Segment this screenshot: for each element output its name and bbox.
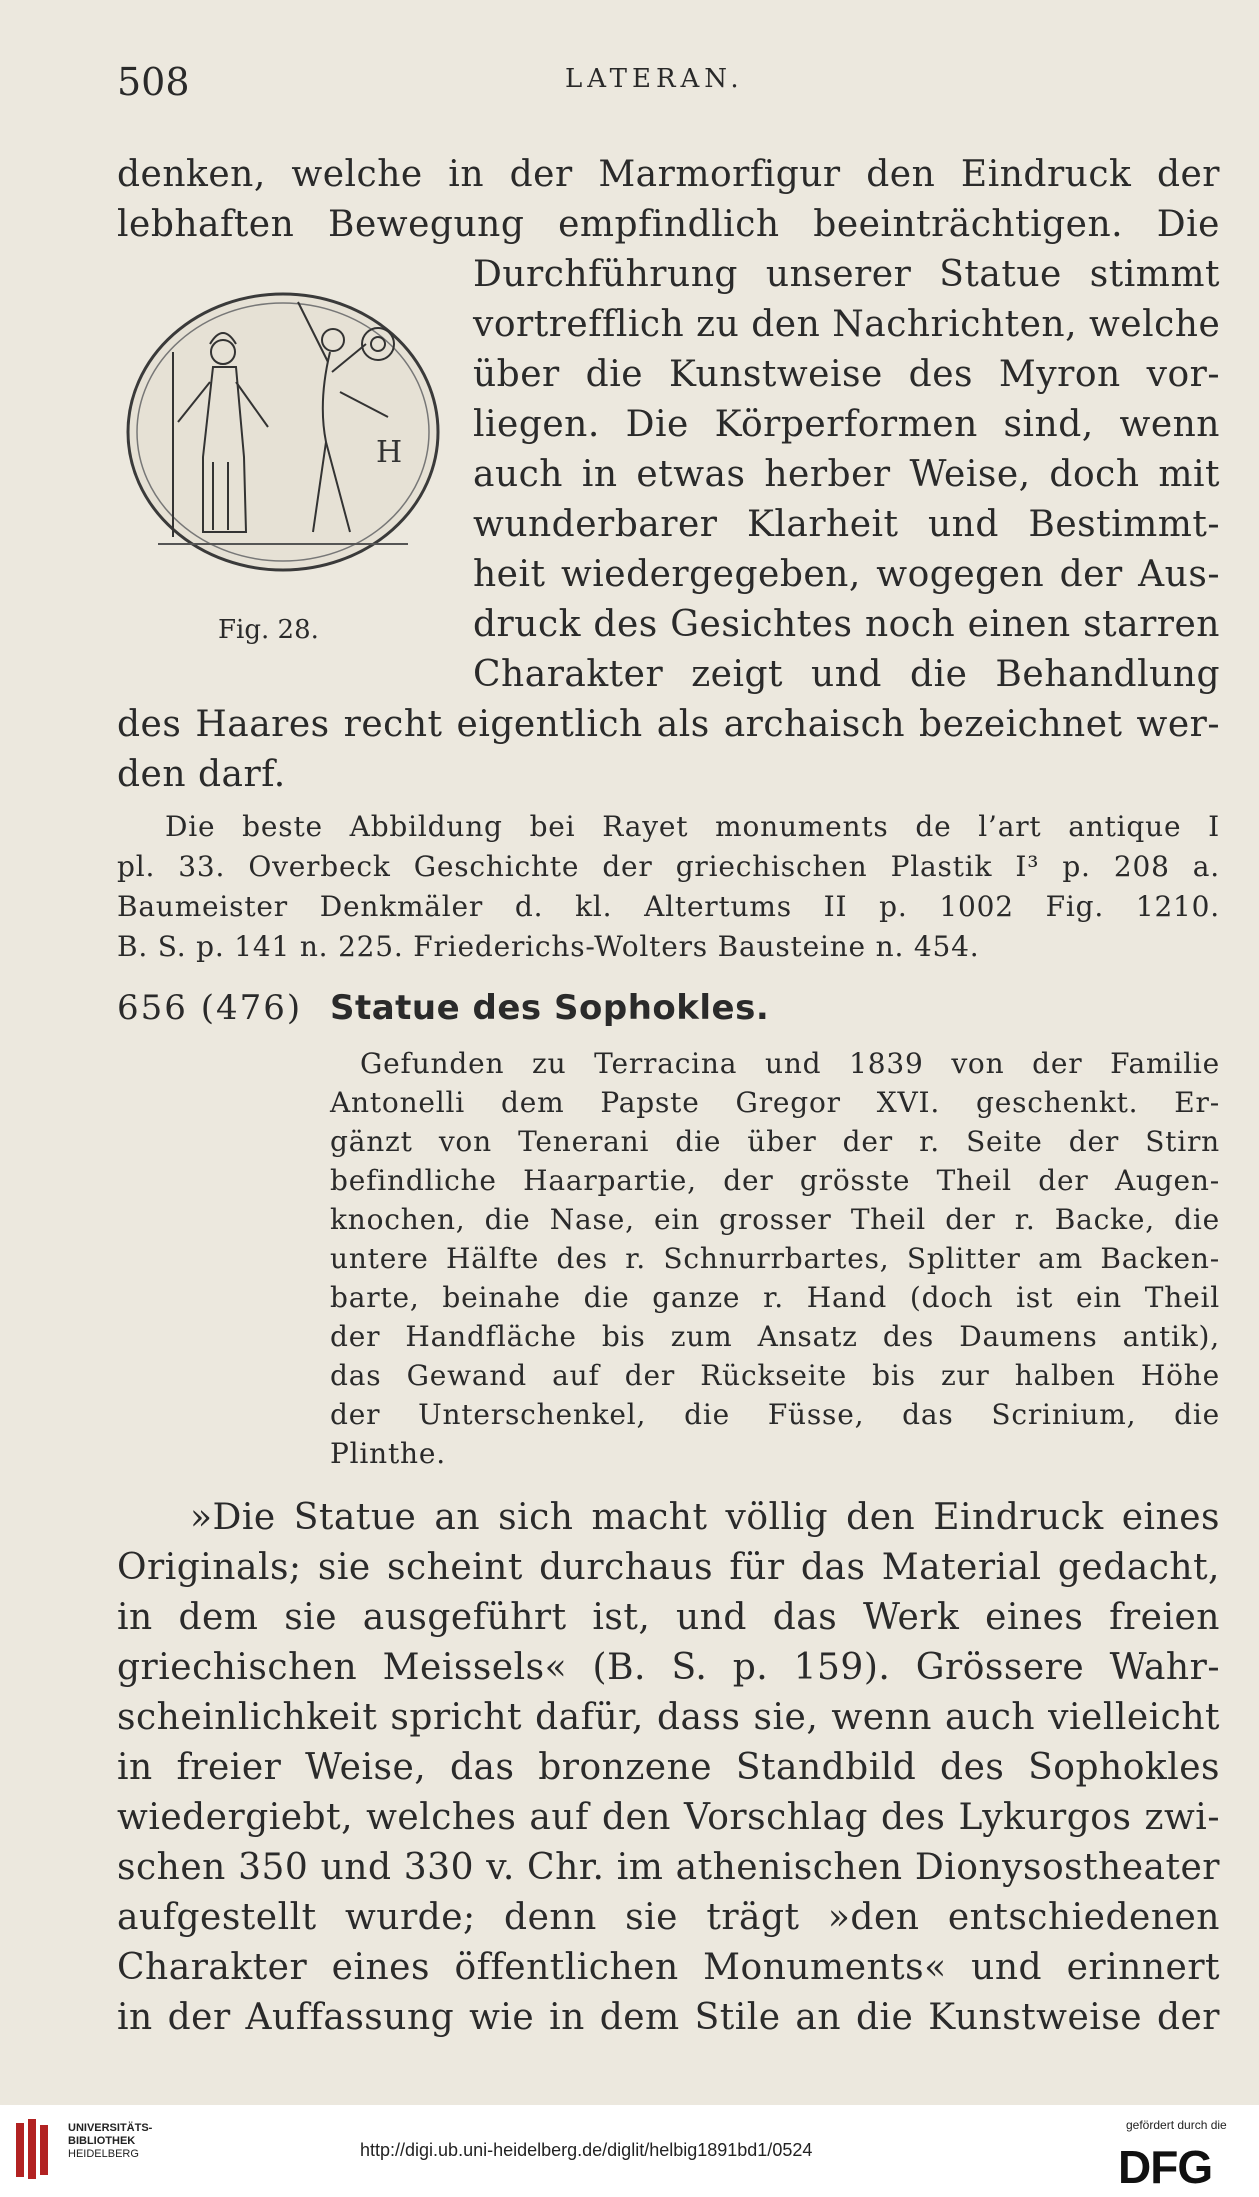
text-line: Charakter zeigt und die Behandlung: [473, 654, 1220, 695]
university-library-logo-icon: [14, 2117, 50, 2183]
text-line: Durchführung unserer Statue stimmt: [473, 254, 1220, 295]
library-name-line: UNIVERSITÄTS-: [68, 2122, 153, 2134]
text-line: scheinlichkeit spricht dafür, dass sie, wenn auch vielleicht: [117, 1697, 1220, 1738]
page-number: 508: [117, 60, 190, 104]
bibliography-line: pl. 33. Overbeck Geschichte der griechischen Plastik I³ p. 208 a.: [117, 850, 1220, 883]
text-line: des Haares recht eigentlich als archaisch bezeichnet wer-: [117, 704, 1220, 745]
text-line: wiedergiebt, welches auf den Vorschlag des Lykurgos zwi-: [117, 1797, 1220, 1838]
permalink-url[interactable]: http://digi.ub.uni-heidelberg.de/diglit/helbig1891bd1/0524: [360, 2140, 813, 2160]
text-line: druck des Gesichtes noch einen starren: [473, 604, 1220, 645]
text-line: lebhaften Bewegung empfindlich beeinträchtigen. Die: [117, 204, 1220, 245]
bibliography-line: B. S. p. 141 n. 225. Friederichs-Wolters Bausteine n. 454.: [117, 930, 980, 963]
entry-number: 656 (476): [117, 988, 303, 1028]
text-line: in dem sie ausgeführt ist, und das Werk eines freien: [117, 1597, 1220, 1638]
running-title: LATERAN.: [565, 64, 744, 94]
library-name-line: BIBLIOTHEK: [68, 2135, 136, 2147]
dfg-logo: DFG: [1118, 2141, 1213, 2193]
bibliography-line: Die beste Abbildung bei Rayet monuments de l’art antique I: [165, 810, 1220, 843]
entry-note-line: das Gewand auf der Rückseite bis zur halben Höhe: [330, 1359, 1220, 1392]
entry-note-line: befindliche Haarpartie, der grösste Theil der Augen-: [330, 1164, 1220, 1197]
text-line: liegen. Die Körperformen sind, wenn: [473, 404, 1220, 445]
text-line: den darf.: [117, 754, 286, 795]
text-line: Charakter eines öffentlichen Monuments« und erinnert: [117, 1947, 1220, 1988]
text-line: aufgestellt wurde; denn sie trägt »den entschiedenen: [117, 1897, 1220, 1938]
coin-legend: H: [376, 435, 403, 470]
figure-caption: Fig. 28.: [218, 615, 319, 645]
entry-note-line: knochen, die Nase, ein grosser Theil der r. Backe, die: [330, 1203, 1220, 1236]
entry-note-line: der Handfläche bis zum Ansatz des Daumens antik),: [330, 1320, 1220, 1353]
text-line: »Die Statue an sich macht völlig den Eindruck eines: [190, 1497, 1220, 1538]
text-line: griechischen Meissels« (B. S. p. 159). Grössere Wahr-: [117, 1647, 1220, 1688]
bibliography-line: Baumeister Denkmäler d. kl. Altertums II p. 1002 Fig. 1210.: [117, 890, 1220, 923]
text-line: in der Auffassung wie in dem Stile an die Kunstweise der: [117, 1997, 1220, 2038]
text-line: wunderbarer Klarheit und Bestimmt-: [473, 504, 1220, 545]
entry-note-line: barte, beinahe die ganze r. Hand (doch ist ein Theil: [330, 1281, 1220, 1314]
library-name: [68, 2122, 152, 2161]
text-line: auch in etwas herber Weise, doch mit: [473, 454, 1220, 495]
text-line: heit wiedergegeben, wogegen der Aus-: [473, 554, 1220, 595]
text-line: schen 350 und 330 v. Chr. im athenischen Dionysostheater: [117, 1847, 1220, 1888]
text-line: in freier Weise, das bronzene Standbild des Sophokles: [117, 1747, 1220, 1788]
text-line: vortrefflich zu den Nachrichten, welche: [473, 304, 1221, 345]
text-line: über die Kunstweise des Myron vor-: [473, 354, 1220, 395]
entry-note-line: Antonelli dem Papste Gregor XVI. geschenkt. Er-: [330, 1086, 1220, 1119]
entry-note-line: Plinthe.: [330, 1437, 446, 1470]
entry-note-line: der Unterschenkel, die Füsse, das Scrinium, die: [330, 1398, 1220, 1431]
text-line: Originals; sie scheint durchaus für das Material gedacht,: [117, 1547, 1220, 1588]
text-line: denken, welche in der Marmorfigur den Eindruck der: [117, 154, 1220, 195]
coin-illustration: [118, 282, 448, 582]
entry-note-line: gänzt von Tenerani die über der r. Seite der Stirn: [330, 1125, 1220, 1158]
library-name-line: HEIDELBERG: [68, 2148, 139, 2160]
funding-caption: gefördert durch die: [1126, 2118, 1227, 2132]
entry-note-line: Gefunden zu Terracina und 1839 von der Familie: [360, 1047, 1220, 1080]
coin-drawing: [118, 282, 448, 582]
entry-note-line: untere Hälfte des r. Schnurrbartes, Splitter am Backen-: [330, 1242, 1220, 1275]
entry-title: Statue des Sophokles.: [330, 988, 770, 1028]
